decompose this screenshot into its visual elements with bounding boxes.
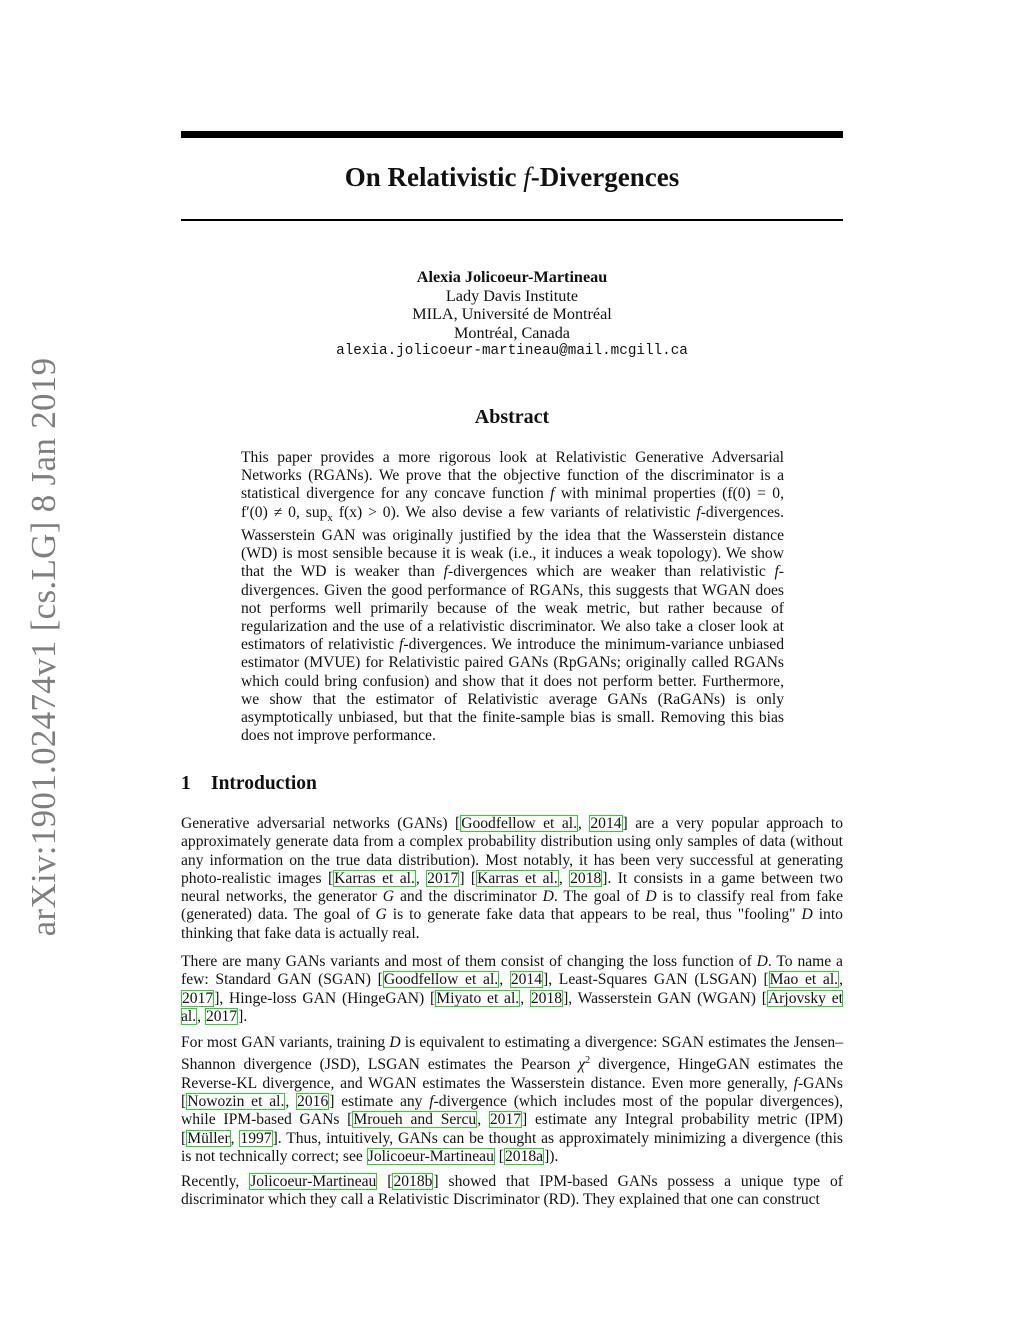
author-email[interactable]: alexia.jolicoeur-martineau@mail.mcgill.ca <box>336 343 688 359</box>
citation-link[interactable]: 2017 <box>489 1111 522 1129</box>
section-heading-introduction: 1 Introduction <box>181 773 317 794</box>
abstract-heading: Abstract <box>474 406 550 428</box>
intro-paragraph-3: For most GAN variants, training D is equivalent to estimating a divergence: SGAN estimates the Jensen–Shannon divergence (JSD), LSGAN estimates the Pearson $\chi^2$ divergence, HingeGAN estimates the Reverse-KL divergence, and WGAN estimates the Wasserstein distance. Even more generally, f-GANs [Nowozin et al., 2016] estimate any f-divergence (which includes most of the popular divergences), while IPM-based GANs [Mroueh and Sercu, 2017] estimate any Integral probability metric (IPM) [Müller, 1997]. Thus, intuitively, GANs can be thought as approximately minimizing a divergence (this is not technically correct; see Jolicoeur-Martineau [2018a]). <box>181 1034 844 1165</box>
citation-link[interactable]: 2014 <box>510 971 542 989</box>
citation-link[interactable]: 2017 <box>182 989 214 1007</box>
author-affiliation-2: MILA, Université de Montréal <box>412 305 612 323</box>
citation-link[interactable]: Mao et al. <box>769 971 839 989</box>
citation-link[interactable]: Mroueh and Sercu <box>353 1111 477 1129</box>
citation-link[interactable]: 2018 <box>530 989 563 1007</box>
citation-link[interactable]: 2018b <box>393 1173 433 1190</box>
citation-link[interactable]: 2017 <box>205 1007 238 1025</box>
citation-link[interactable]: Nowozin et al. <box>187 1093 285 1111</box>
author-block <box>181 268 843 361</box>
title-bottom-rule <box>181 219 843 221</box>
author-affiliation-1: Lady Davis Institute <box>445 286 579 305</box>
abstract-text: This paper provides a more rigorous look at Relativistic Generative Adversarial Networks (RGANs). We prove that the objective function of the discriminator is a statistical divergence for any concave function f with minimal properties (f(0) = 0, f′(0) ≠ 0, sup$_x$ f(x) > 0). We also devise a few variants of relativistic f-divergences. Wasserstein GAN was originally justified by the idea that the Wasserstein distance (WD) is most sensible because it is weak (i.e., it induces a weak topology). We show that the WD is weaker than f-divergences which are weaker than relativistic f-divergences. Given the good performance of RGANs, this suggests that WGAN does not performs well primarily because of the weak metric, but rather because of regularization and the use of a relativistic discriminator. We also take a closer look at estimators of relativistic f-divergences. We introduce the minimum-variance unbiased estimator (MVUE) for Relativistic paired GANs (RpGANs; originally called RGANs which could bring confusion) and show that it does not perform better. Furthermore, we show that the estimator of Relativistic average GANs (RaGANs) is only asymptotically unbiased, but that the finite-sample bias is small. Removing this bias does not improve performance. <box>241 449 784 745</box>
citation-link[interactable]: Jolicoeur-Martineau <box>367 1147 494 1165</box>
citation-link[interactable]: 2017 <box>427 869 459 887</box>
intro-paragraph-2: There are many GANs variants and most of them consist of changing the loss function of D. To name a few: Standard GAN (SGAN) [Goodfellow et al., 2014], Least-Squares GAN (LSGAN) [Mao et al., 2017], Hinge-loss GAN (HingeGAN) [Miyato et al., 2018], Wasserstein GAN (WGAN) [Arjovsky et al., 2017]. <box>181 953 843 1025</box>
citation-link[interactable]: Karras et al. <box>477 869 558 887</box>
citation-link[interactable]: Jolicoeur-Martineau <box>250 1173 377 1190</box>
citation-link[interactable]: 2016 <box>297 1093 329 1111</box>
citation-link[interactable]: Müller <box>187 1129 230 1147</box>
paper-title: On Relativistic f-Divergences <box>344 162 680 192</box>
author-name: Alexia Jolicoeur-Martineau <box>416 268 608 286</box>
citation-link[interactable]: 2014 <box>590 815 622 832</box>
title-top-rule <box>181 131 843 138</box>
citation-link[interactable]: Goodfellow et al. <box>383 971 499 989</box>
author-affiliation-3: Montréal, Canada <box>454 323 570 342</box>
intro-paragraph-1: Generative adversarial networks (GANs) [Goodfellow et al., 2014] are a very popular approach to approximately generate data from a complex probability distribution using only samples of data (without any information on the true data distribution). Most notably, it has been very successful at generating photo-realistic images [Karras et al., 2017] [Karras et al., 2018]. It consists in a game between two neural networks, the generator G and the discriminator D. The goal of D is to classify real from fake (generated) data. The goal of G is to generate fake data that appears to be real, thus "fooling" D into thinking that fake data is actually real. <box>181 815 844 942</box>
citation-link[interactable]: 2018a <box>504 1147 544 1165</box>
citation-link[interactable]: 1997 <box>240 1129 272 1147</box>
citation-link[interactable]: 2018 <box>570 869 602 887</box>
citation-link[interactable]: Karras et al. <box>334 869 415 887</box>
citation-link[interactable]: Goodfellow et al. <box>461 815 577 832</box>
citation-link[interactable]: Miyato et al. <box>436 989 520 1007</box>
citation-link[interactable]: Arjovsky et al. <box>181 989 843 1025</box>
intro-paragraph-4: Recently, Jolicoeur-Martineau [2018b] showed that IPM-based GANs possess a unique type of discriminator which they call a Relativistic Discriminator (RD). They explained that one can construct <box>181 1173 843 1209</box>
